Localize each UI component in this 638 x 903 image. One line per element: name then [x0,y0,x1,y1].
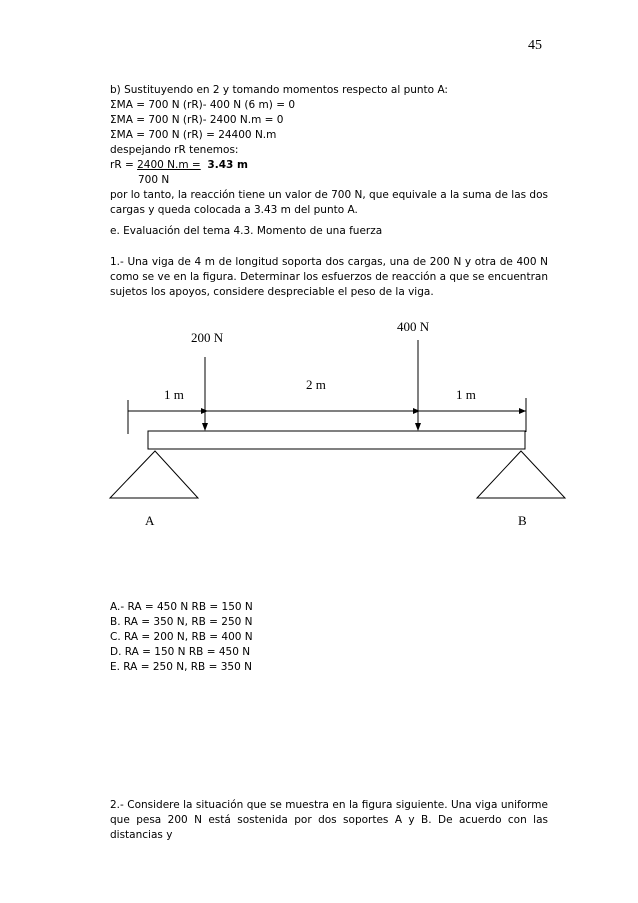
answer-option-b: B. RA = 350 N, RB = 250 N [110,616,253,628]
rr-numerator: 2400 N.m = [137,159,201,171]
support-a-triangle [110,451,198,498]
load-arrow-200-head [202,423,208,431]
rr-result: 3.43 m [207,159,248,171]
dimension-label-middle: 2 m [306,377,326,392]
dimension-arrow-middle [413,408,420,414]
answer-option-a: A.- RA = 450 N RB = 150 N [110,601,253,613]
equation-3: ΣMA = 700 N (rR) = 24400 N.m [110,129,277,141]
dimension-arrow-right [519,408,526,414]
dimension-label-right: 1 m [456,387,476,402]
support-label-a: A [145,513,155,528]
equation-1: ΣMA = 700 N (rR)- 400 N (6 m) = 0 [110,99,296,111]
dimension-label-left: 1 m [164,387,184,402]
answer-option-d: D. RA = 150 N RB = 450 N [110,646,251,658]
section-b-intro: b) Sustituyendo en 2 y tomando momentos respecto al punto A: [110,84,448,96]
support-label-b: B [518,513,527,528]
evaluation-heading: e. Evaluación del tema 4.3. Momento de una fuerza [110,225,383,237]
page-number: 45 [528,38,542,53]
load-arrow-400-head [415,423,421,431]
support-b-triangle [477,451,565,498]
rr-prefix: rR = [110,159,138,171]
conclusion-text: por lo tanto, la reacción tiene un valor de 700 N, que equivale a la suma de las dos cargas y queda colocada a 3.43 m del punto A. [110,189,548,216]
despejando-text: despejando rR tenemos: [110,144,239,156]
load-label-200: 200 N [191,330,224,345]
beam [148,431,525,449]
question-1-text: 1.- Una viga de 4 m de longitud soporta dos cargas, una de 200 N y otra de 400 N como se ve en la figura. Determinar los esfuerzos de reacción a que se encuentran sujetos los apoyos, considere despreciable el peso de la viga. [110,256,548,298]
answer-option-c: C. RA = 200 N, RB = 400 N [110,631,253,643]
equation-2: ΣMA = 700 N (rR)- 2400 N.m = 0 [110,114,284,126]
rr-denominator: 700 N [138,174,170,186]
load-label-400: 400 N [397,319,430,334]
answer-option-e: E. RA = 250 N, RB = 350 N [110,661,252,673]
question-2-text: 2.- Considere la situación que se muestra en la figura siguiente. Una viga uniforme que pesa 200 N está sostenida por dos soportes A y B. De acuerdo con las distancias y [110,799,548,841]
answer-options [110,600,548,675]
